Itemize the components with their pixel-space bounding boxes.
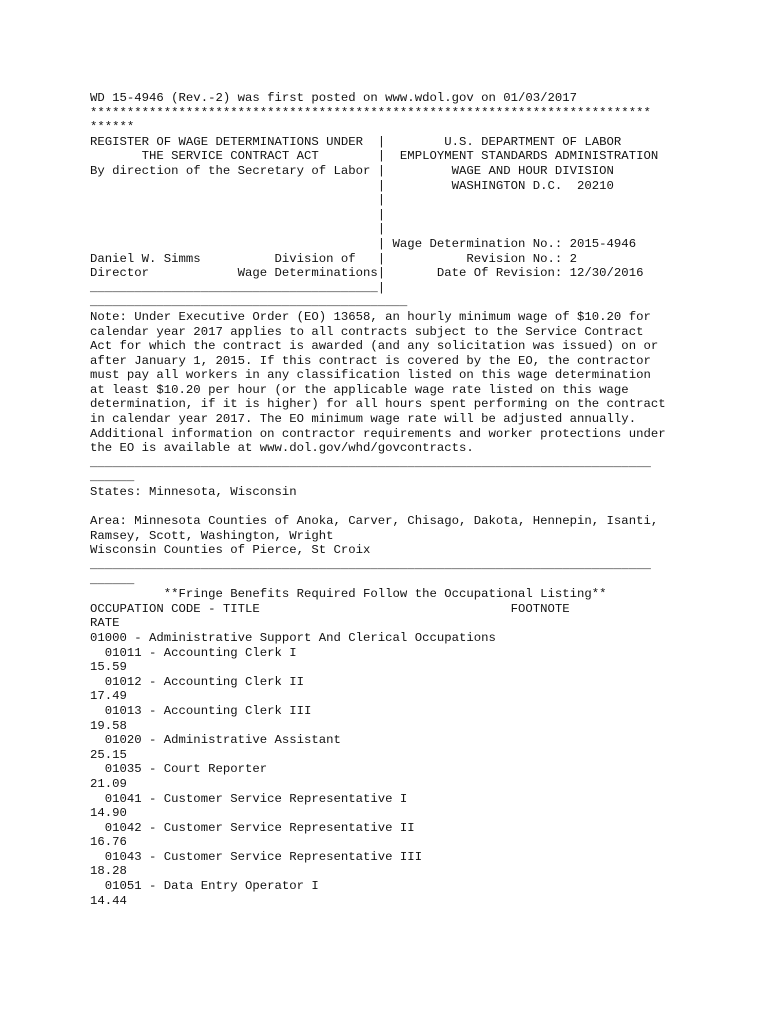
note-line: must pay all workers in any classification listed on this wage determination [90,368,651,383]
occupation-list [90,646,690,909]
occupation-title: 01041 - Customer Service Representative I [90,791,408,806]
occupation-rate: 19.58 [90,718,127,733]
note-line: calendar year 2017 applies to all contracts subject to the Service Contract [90,324,644,339]
occupation-rate: 21.09 [90,776,127,791]
wage-determination-document [90,91,690,908]
header-rule: _______________________________________| [90,280,386,295]
occupation-title: 01012 - Accounting Clerk II [90,674,305,689]
note-line: at least $10.20 per hour (or the applicable wage rate listed on this wage [90,382,629,397]
occupation-rate: 25.15 [90,747,127,762]
header-line: | [90,193,386,208]
occupation-category: 01000 - Administrative Support And Clerical Occupations [90,630,496,645]
note-line: in calendar year 2017. The EO minimum wage rate will be adjusted annually. [90,412,637,427]
note-line: Additional information on contractor requirements and worker protections under [90,426,666,441]
table-header-rate: RATE [90,616,120,631]
occupation-rate: 14.44 [90,893,127,908]
section-rule-continued: ______ [90,470,135,485]
fringe-heading: **Fringe Benefits Required Follow the Occupational Listing** [90,587,607,602]
area-line: Wisconsin Counties of Pierce, St Croix [90,543,371,558]
header-line: | Wage Determination No.: 2015-4946 [90,236,637,251]
header-line: Director Wage Determinations| Date Of Revision: 12/30/2016 [90,266,644,281]
header-line: THE SERVICE CONTRACT ACT | EMPLOYMENT STANDARDS ADMINISTRATION [90,149,659,164]
occupation-title: 01013 - Accounting Clerk III [90,703,312,718]
eo-note [90,310,690,456]
occupation-rate: 18.28 [90,864,127,879]
header-line: | [90,222,386,237]
area-line: Area: Minnesota Counties of Anoka, Carver, Chisago, Dakota, Hennepin, Isanti, [90,514,659,529]
occupation-rate: 14.90 [90,806,127,821]
occupation-title: 01020 - Administrative Assistant [90,733,341,748]
occupation-title: 01011 - Accounting Clerk I [90,645,297,660]
occupation-title: 01042 - Customer Service Representative II [90,820,415,835]
blank-line [90,500,690,515]
asterisk-divider-continued: ****** [90,120,135,135]
area-line: Ramsey, Scott, Washington, Wright [90,528,334,543]
document-header [90,135,690,310]
occupation-title: 01043 - Customer Service Representative III [90,849,423,864]
occupation-rate: 16.76 [90,835,127,850]
posted-line: WD 15-4946 (Rev.-2) was first posted on www.wdol.gov on 01/03/2017 [90,91,578,105]
header-line: By direction of the Secretary of Labor | WAGE AND HOUR DIVISION [90,163,614,178]
section-rule: ____________________________________________________________________________ [90,455,651,470]
header-line: | [90,207,386,222]
header-line: Daniel W. Simms Division of | Revision No.: 2 [90,251,578,266]
note-line: determination, if it is higher) for all hours spent performing on the contract [90,397,666,412]
states-line: States: Minnesota, Wisconsin [90,485,297,500]
note-line: the EO is available at www.dol.gov/whd/govcontracts. [90,441,474,456]
header-line: | WASHINGTON D.C. 20210 [90,178,614,193]
occupation-title: 01051 - Data Entry Operator I [90,879,319,894]
note-line: Act for which the contract is awarded (and any solicitation was issued) on or [90,339,659,354]
section-rule-continued: ______ [90,572,135,587]
table-header-title: OCCUPATION CODE - TITLE FOOTNOTE [90,601,570,616]
note-line: Note: Under Executive Order (EO) 13658, an hourly minimum wage of $10.20 for [90,309,651,324]
section-rule: ____________________________________________________________________________ [90,558,651,572]
occupation-rate: 17.49 [90,689,127,704]
asterisk-divider: **************************************************************************** [90,105,651,120]
header-line: REGISTER OF WAGE DETERMINATIONS UNDER | U.S. DEPARTMENT OF LABOR [90,134,622,149]
note-line: after January 1, 2015. If this contract is covered by the EO, the contractor [90,353,651,368]
header-rule: ___________________________________________ [90,295,408,310]
occupation-rate: 15.59 [90,660,127,675]
area-block [90,514,690,558]
occupation-title: 01035 - Court Reporter [90,762,268,777]
